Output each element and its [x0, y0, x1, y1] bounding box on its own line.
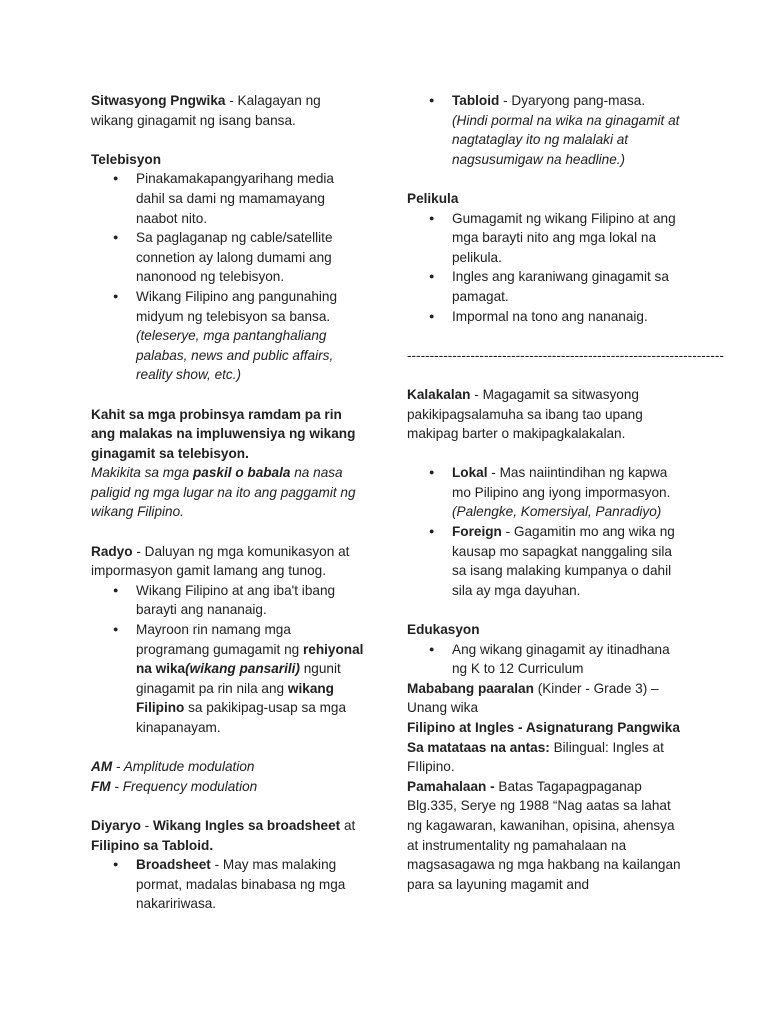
probinsya-note: Makikita sa mga paskil o babala na nasa paligid ng mga lugar na ito ang paggamit ng wikang Filipino.: [91, 465, 356, 520]
list-item: ● Mayroon rin namang mga programang gumagamit ng rehiyonal na wika(wikang pansarili) ngunit ginagamit pa rin nila ang wikang Filipino sa pakikipag-usap sa mga kinapanayam.: [91, 620, 366, 738]
telebisyon-list: [91, 169, 366, 385]
radyo-definition: Radyo - Daluyan ng mga komunikasyon at impormasyon gamit lamang ang tunog.: [91, 543, 350, 579]
heading-telebisyon: Telebisyon: [91, 151, 161, 167]
fm-definition: FM - Frequency modulation: [91, 778, 258, 794]
mababang-paaralan: Mababang paaralan (Kinder - Grade 3) – Unang wika: [407, 680, 659, 716]
list-item: ● Wikang Filipino at ang iba't ibang barayti ang nananaig.: [91, 581, 366, 620]
diyaryo-definition: Diyaryo - Wikang Ingles sa broadsheet at Filipino sa Tabloid.: [91, 817, 356, 853]
am-definition: AM - Amplitude modulation: [91, 759, 255, 775]
list-item: ● Broadsheet - May mas malaking pormat, madalas binabasa ng mga nakaririwasa.: [91, 855, 366, 914]
radyo-list: [91, 581, 366, 738]
tabloid-list: [407, 91, 682, 169]
tabloid-note: (Hindi pormal na wika na ginagamit at nagtataglay ito ng malalaki at nagsusumigaw na headline.): [452, 112, 680, 167]
list-item: ● Pinakamakapangyarihang media dahil sa dami ng mamamayang naabot nito.: [91, 169, 366, 228]
list-item: ● Foreign - Gagamitin mo ang wika ng kausap mo sapagkat nanggaling sila sa isang malaking kumpanya o dahil sila ay mga dayuhan.: [407, 522, 682, 600]
section-divider: ----------------------------------------------------------------------: [407, 347, 724, 363]
term-radyo: Radyo: [91, 543, 133, 559]
list-item: ● Tabloid - Dyaryong pang-masa. (Hindi pormal na wika na ginagamit at nagtataglay ito ng malalaki at nagsusumigaw na headline.): [407, 91, 682, 169]
edukasyon-list: [407, 640, 682, 679]
list-item: ● Lokal - Mas naiintindihan ng kapwa mo Pilipino ang iyong impormasyon. (Palengke, Komersiyal, Panradiyo): [407, 463, 682, 522]
right-column: [407, 91, 724, 894]
sitwasyon-definition: Sitwasyong Pngwika - Kalagayan ng wikang ginagamit ng isang bansa.: [91, 93, 321, 128]
filipino-ingles: Filipino at Ingles - Asignaturang Pangwika: [407, 720, 680, 735]
matataas-na-antas: Sa matataas na antas: Bilingual: Ingles at FIlipino.: [407, 739, 664, 775]
list-item: ● Gumagamit ng wikang Filipino at ang mga barayti nito ang mga lokal na pelikula.: [407, 209, 682, 268]
diyaryo-list: [91, 855, 366, 914]
heading-edukasyon: Edukasyon: [407, 622, 480, 638]
list-item: ● Sa paglaganap ng cable/satellite connetion ay lalong dumami ang nanonood ng telebisyon.: [91, 228, 366, 287]
term-sitwasyon: Sitwasyong Pngwika: [91, 93, 226, 108]
heading-pelikula: Pelikula: [407, 190, 459, 206]
kalakalan-definition: Kalakalan - Magagamit sa sitwasyong pakikipagsalamuha sa ibang tao upang makipag barter o makipagkalakalan.: [407, 386, 643, 442]
pamahalaan: Pamahalaan - Batas Tagapagpaganap Blg.335, Serye ng 1988 “Nag aatas sa lahat ng kagawaran, kawanihan, opisina, ahensya at instrumentality ng pamahalaan na magsasagawa ng mga hakbang na kailangan para sa layuning magamit and: [407, 778, 681, 892]
telebisyon-note: (teleserye, mga pantanghaliang palabas, news and public affairs, reality show, etc.): [136, 328, 334, 383]
list-item: ● Impormal na tono ang nananaig.: [407, 307, 682, 327]
probinsya-statement: Kahit sa mga probinsya ramdam pa rin ang malakas na impluwensiya ng wikang ginagamit sa telebisyon.: [91, 406, 356, 461]
kalakalan-list: [407, 463, 682, 600]
list-item: ● Ingles ang karaniwang ginagamit sa pamagat.: [407, 267, 682, 306]
list-item: ● Wikang Filipino ang pangunahing midyum ng telebisyon sa bansa. (teleserye, mga pantanghaliang palabas, news and public affairs, reality show, etc.): [91, 287, 366, 385]
pelikula-list: [407, 209, 682, 327]
left-column: [91, 91, 366, 914]
list-item: ● Ang wikang ginagamit ay itinadhana ng K to 12 Curriculum: [407, 640, 682, 679]
